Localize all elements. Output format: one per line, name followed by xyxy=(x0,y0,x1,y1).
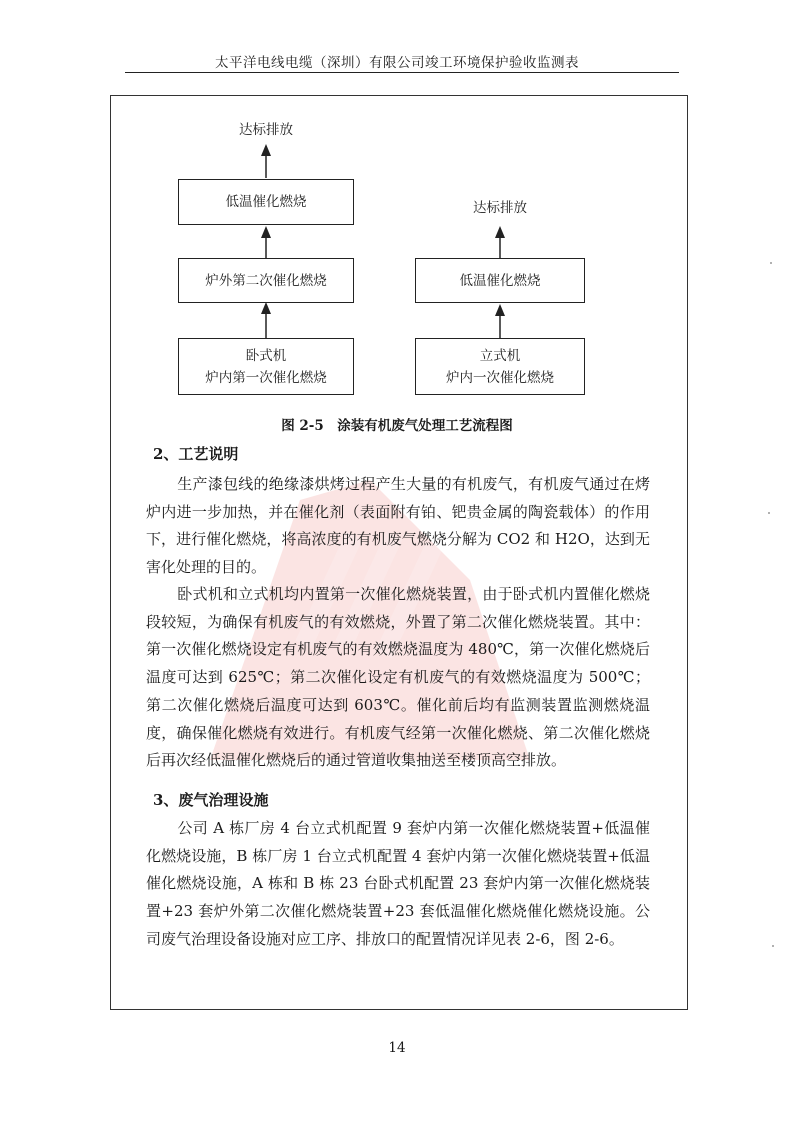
right-box-low-temp-label: 低温催化燃烧 xyxy=(459,272,541,289)
left-output-label: 达标排放 xyxy=(239,122,293,138)
page-header: 太平洋电线电缆（深圳）有限公司竣工环境保护验收监测表 xyxy=(215,55,579,71)
scan-speck xyxy=(768,512,770,514)
right-output-label: 达标排放 xyxy=(473,200,527,216)
left-box-low-temp-label: 低温催化燃烧 xyxy=(225,194,307,210)
section-3-paragraph-1-text: 公司 A 栋厂房 4 台立式机配置 9 套炉内第一次催化燃烧装置+低温催化燃烧设施，B 栋厂房 1 台立式机配置 4 套炉内第一次催化燃烧装置+低温催化燃烧设施，A 栋和 B 栋 23 台卧式机配置 23 套炉内第一次催化燃烧装置+23 套炉外第二次催化燃烧装置+23 套低温催化燃烧催化燃烧设施。公司废气治理设备设施对应工序、排放口的配置情况详见表 2-6，图 2-6。 xyxy=(146,819,650,948)
section-3-title: 3、废气治理设施 xyxy=(153,791,269,809)
left-box-second-catalysis xyxy=(178,258,354,303)
flow-arrows xyxy=(0,0,794,420)
left-box-second-catalysis-label: 炉外第二次催化燃烧 xyxy=(205,272,327,289)
left-box-first-line2: 炉内第一次催化燃烧 xyxy=(205,369,327,386)
section-2-paragraph-2-text: 卧式机和立式机均内置第一次催化燃烧装置，由于卧式机内置催化燃烧段较短，为确保有机废气的有效燃烧，外置了第二次催化燃烧装置。其中：第一次催化燃烧设定有机废气的有效燃烧温度为 480℃，第一次催化燃烧后温度可达到 625℃；第二次催化设定有机废气的有效燃烧温度为 500℃；第二次催化燃烧后温度可达到 603℃。催化前后均有监测装置监测燃烧温度，确保催化燃烧有效进行。有机废气经第一次催化燃烧、第二次催化燃烧后再次经低温催化燃烧后的通过管道收集抽送至楼顶高空排放。 xyxy=(146,585,650,770)
figure-caption: 图 2-5 涂装有机废气处理工艺流程图 xyxy=(281,418,513,434)
left-box-low-temp xyxy=(178,179,354,225)
section-3-paragraph-1 xyxy=(146,815,650,954)
left-box-first-line1: 卧式机 xyxy=(245,347,287,364)
section-2-title: 2、工艺说明 xyxy=(153,445,239,463)
page-number: 14 xyxy=(388,1040,406,1056)
right-box-first-line1: 立式机 xyxy=(479,347,521,364)
section-2-paragraph-2 xyxy=(146,581,650,775)
left-box-first-catalysis xyxy=(178,338,354,395)
scan-speck xyxy=(772,945,774,947)
section-2-paragraph-1-text: 生产漆包线的绝缘漆烘烤过程产生大量的有机废气，有机废气通过在烤炉内进一步加热，并在催化剂（表面附有铂、钯贵金属的陶瓷载体）的作用下，进行催化燃烧，将高浓度的有机废气燃烧分解为 CO2 和 H2O，达到无害化处理的目的。 xyxy=(146,475,650,577)
right-box-low-temp xyxy=(415,258,585,303)
scan-speck xyxy=(770,262,772,264)
right-box-first-line2: 炉内一次催化燃烧 xyxy=(446,369,554,386)
section-2-paragraph-1 xyxy=(146,471,650,582)
right-box-first-catalysis xyxy=(415,338,585,395)
